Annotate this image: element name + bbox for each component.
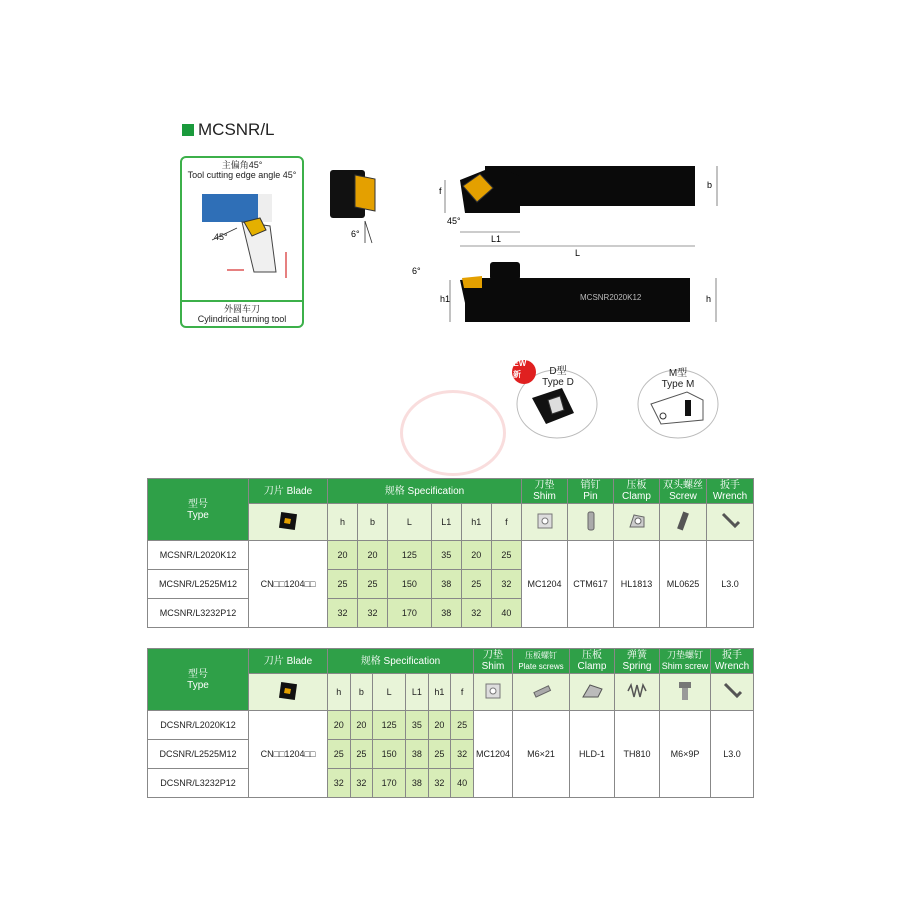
t2-shimscrew-code: M6×9P bbox=[660, 711, 711, 798]
t2-header-type bbox=[148, 649, 249, 711]
t1-shim-code: MC1204 bbox=[522, 541, 568, 628]
dim-f-label: f bbox=[439, 186, 442, 196]
t1-clamp-en: Clamp bbox=[622, 491, 651, 502]
t2-plate-cn: 压板螺钉 bbox=[525, 651, 557, 660]
t2-wrench-icon bbox=[711, 674, 754, 711]
holder-side-view bbox=[410, 258, 725, 328]
t2-row1-h: 20 bbox=[328, 711, 351, 740]
dim-L-label: L bbox=[575, 248, 581, 258]
t1-row1-f: 25 bbox=[491, 541, 521, 570]
angle-mark: 45° bbox=[214, 232, 228, 242]
t2-wrench-code: L3.0 bbox=[711, 711, 754, 798]
t1-row3-type: MCSNR/L3232P12 bbox=[148, 599, 249, 628]
t2-shim-en: Shim bbox=[481, 661, 505, 672]
t1-header-spec: 规格 Specification bbox=[328, 479, 522, 504]
t1-row1-L: 125 bbox=[388, 541, 432, 570]
t1-header-blade: 刀片 Blade bbox=[249, 479, 328, 504]
side-angle-label: 6° bbox=[412, 266, 421, 276]
t2-dim-h: h bbox=[328, 674, 351, 711]
t1-pin-cn: 销钉 bbox=[580, 480, 601, 491]
t1-wrench-icon bbox=[707, 504, 754, 541]
t2-row2-b: 25 bbox=[350, 740, 373, 769]
t2-row1-type: DCSNR/L2020K12 bbox=[148, 711, 249, 740]
t2-row3-L: 170 bbox=[373, 769, 406, 798]
t2-dim-f: f bbox=[451, 674, 474, 711]
t1-clamp-code: HL1813 bbox=[614, 541, 660, 628]
t2-row2-h1: 25 bbox=[428, 740, 451, 769]
t1-blade-icon bbox=[249, 504, 328, 541]
t1-screw-en: Screw bbox=[669, 491, 697, 502]
t1-row2-h1: 25 bbox=[461, 570, 491, 599]
t1-wrench-code: L3.0 bbox=[707, 541, 754, 628]
t2-row3-f: 40 bbox=[451, 769, 474, 798]
t2-row1-L: 125 bbox=[373, 711, 406, 740]
t2-dim-L: L bbox=[373, 674, 406, 711]
t2-row1-L1: 35 bbox=[406, 711, 429, 740]
t1-row1-h1: 20 bbox=[461, 541, 491, 570]
t2-row3-b: 32 bbox=[350, 769, 373, 798]
t2-shim-cn: 刀垫 bbox=[483, 650, 503, 661]
t2-header-clamp bbox=[570, 649, 615, 674]
t2-plate-screw-icon bbox=[513, 674, 570, 711]
t2-blade-code: CN□□1204□□ bbox=[249, 711, 328, 798]
t1-row3-h: 32 bbox=[328, 599, 358, 628]
t1-row2-h: 25 bbox=[328, 570, 358, 599]
t1-blade-code: CN□□1204□□ bbox=[249, 541, 328, 628]
type-m-en: Type M bbox=[661, 379, 695, 390]
new-badge-en: NEW bbox=[507, 359, 527, 368]
t2-clamp-cn: 压板 bbox=[582, 650, 602, 661]
t2-clamp-icon bbox=[570, 674, 615, 711]
t2-row3-h1: 32 bbox=[428, 769, 451, 798]
t1-type-cn: 型号 bbox=[188, 498, 208, 510]
dim-b-label: b bbox=[707, 180, 713, 190]
t1-header-pin bbox=[568, 479, 614, 504]
t2-header-spec: 规格 Specification bbox=[328, 649, 474, 674]
tool-cn-label: 外圆车刀 bbox=[223, 304, 260, 314]
t2-row2-f: 32 bbox=[451, 740, 474, 769]
t2-dim-h1: h1 bbox=[428, 674, 451, 711]
type-m-cn: M型 bbox=[668, 368, 688, 379]
t2-wrench-en: Wrench bbox=[714, 661, 750, 672]
watermark-logo bbox=[400, 390, 506, 476]
type-d-cn: D型 bbox=[549, 366, 567, 377]
t1-dim-b: b bbox=[358, 504, 388, 541]
t2-row1-h1: 20 bbox=[428, 711, 451, 740]
t2-blade-icon bbox=[249, 674, 328, 711]
t2-header-blade: 刀片 Blade bbox=[249, 649, 328, 674]
t2-row2-L1: 38 bbox=[406, 740, 429, 769]
cutting-diagram bbox=[180, 156, 304, 328]
t2-row2-h: 25 bbox=[328, 740, 351, 769]
title-text: MCSNR/L bbox=[198, 120, 275, 139]
t2-type-en: Type bbox=[187, 679, 209, 691]
t2-header-shim bbox=[474, 649, 513, 674]
t1-dim-h: h bbox=[328, 504, 358, 541]
cutting-diagram-drawing bbox=[182, 182, 302, 302]
t1-row3-L: 170 bbox=[388, 599, 432, 628]
t1-row3-b: 32 bbox=[358, 599, 388, 628]
t2-row2-type: DCSNR/L2525M12 bbox=[148, 740, 249, 769]
t1-type-en: Type bbox=[187, 509, 209, 521]
t1-row3-f: 40 bbox=[491, 599, 521, 628]
t1-row2-b: 25 bbox=[358, 570, 388, 599]
t1-row1-L1: 35 bbox=[431, 541, 461, 570]
t2-row1-f: 25 bbox=[451, 711, 474, 740]
t1-row2-L: 150 bbox=[388, 570, 432, 599]
t2-dim-b: b bbox=[350, 674, 373, 711]
angle-cn-label: 主偏角45° bbox=[221, 160, 263, 170]
angle-en-label: Tool cutting edge angle 45° bbox=[187, 170, 297, 180]
t2-shimscrew-en: Shim screw bbox=[661, 661, 709, 671]
t1-dim-L: L bbox=[388, 504, 432, 541]
t1-header-clamp bbox=[614, 479, 660, 504]
t2-header-wrench bbox=[711, 649, 754, 674]
t2-header-shimscrew bbox=[660, 649, 711, 674]
t2-shimscrew-cn: 刀垫螺钉 bbox=[666, 650, 703, 660]
t1-header-wrench bbox=[707, 479, 754, 504]
type-m-label bbox=[658, 368, 698, 390]
t2-shim-code: MC1204 bbox=[474, 711, 513, 798]
t2-clamp-code: HLD-1 bbox=[570, 711, 615, 798]
t1-dim-f: f bbox=[491, 504, 521, 541]
t2-row3-L1: 38 bbox=[406, 769, 429, 798]
tool-en-label: Cylindrical turning tool bbox=[197, 314, 287, 324]
t1-row1-type: MCSNR/L2020K12 bbox=[148, 541, 249, 570]
t2-plate-en: Plate screws bbox=[518, 662, 564, 671]
t2-spring-en: Spring bbox=[622, 661, 652, 672]
t1-dim-h1: h1 bbox=[461, 504, 491, 541]
type-d-en: Type D bbox=[542, 377, 574, 388]
spec-table-mcsnr bbox=[147, 478, 754, 628]
t1-shim-en: Shim bbox=[533, 491, 556, 502]
t1-pin-code: CTM617 bbox=[568, 541, 614, 628]
holder-head-detail bbox=[325, 165, 395, 245]
t1-row3-h1: 32 bbox=[461, 599, 491, 628]
dim-angle-label: 45° bbox=[447, 216, 461, 226]
t1-clamp-icon bbox=[614, 504, 660, 541]
t1-pin-icon bbox=[568, 504, 614, 541]
title-bullet bbox=[182, 124, 194, 136]
t2-plate-code: M6×21 bbox=[513, 711, 570, 798]
dim-L1-label: L1 bbox=[491, 234, 502, 244]
head-angle-label: 6° bbox=[351, 229, 360, 239]
t2-clamp-en: Clamp bbox=[577, 661, 607, 672]
t2-header-spring bbox=[615, 649, 660, 674]
t2-shim-screw-icon bbox=[660, 674, 711, 711]
spec-table-dcsnr bbox=[147, 648, 754, 798]
t1-screw-cn: 双头螺丝 bbox=[663, 480, 703, 491]
t2-row2-L: 150 bbox=[373, 740, 406, 769]
t2-spring-cn: 弹簧 bbox=[627, 650, 647, 661]
t1-shim-cn: 刀垫 bbox=[534, 480, 555, 491]
t2-row1-b: 20 bbox=[350, 711, 373, 740]
t1-header-shim bbox=[522, 479, 568, 504]
t1-row1-h: 20 bbox=[328, 541, 358, 570]
t2-spring-code: TH810 bbox=[615, 711, 660, 798]
t1-shim-icon bbox=[522, 504, 568, 541]
t2-wrench-cn: 扳手 bbox=[722, 650, 742, 661]
t1-wrench-en: Wrench bbox=[712, 491, 748, 502]
t1-screw-code: ML0625 bbox=[660, 541, 707, 628]
t1-row2-f: 32 bbox=[491, 570, 521, 599]
t1-row3-L1: 38 bbox=[431, 599, 461, 628]
t2-type-cn: 型号 bbox=[188, 668, 208, 680]
t1-row2-type: MCSNR/L2525M12 bbox=[148, 570, 249, 599]
product-title bbox=[182, 120, 275, 140]
t1-dim-L1: L1 bbox=[431, 504, 461, 541]
t1-row1-b: 20 bbox=[358, 541, 388, 570]
t2-header-plate bbox=[513, 649, 570, 674]
t1-wrench-cn: 扳手 bbox=[720, 480, 740, 491]
holder-engraving: MCSNR2020K12 bbox=[580, 293, 642, 302]
t2-dim-L1: L1 bbox=[406, 674, 429, 711]
t1-screw-icon bbox=[660, 504, 707, 541]
t1-clamp-cn: 压板 bbox=[626, 480, 647, 491]
new-badge bbox=[503, 358, 531, 380]
t1-header-type bbox=[148, 479, 249, 541]
type-d-label bbox=[538, 366, 578, 388]
dim-h-label: h bbox=[706, 294, 712, 304]
new-badge-cn: 新 bbox=[513, 370, 521, 379]
t1-header-screw bbox=[660, 479, 707, 504]
t1-row2-L1: 38 bbox=[431, 570, 461, 599]
dim-h1-label: h1 bbox=[440, 294, 451, 304]
t2-shim-icon bbox=[474, 674, 513, 711]
t2-spring-icon bbox=[615, 674, 660, 711]
t2-row3-type: DCSNR/L3232P12 bbox=[148, 769, 249, 798]
holder-top-view bbox=[425, 158, 725, 258]
t2-row3-h: 32 bbox=[328, 769, 351, 798]
t1-pin-en: Pin bbox=[583, 491, 598, 502]
